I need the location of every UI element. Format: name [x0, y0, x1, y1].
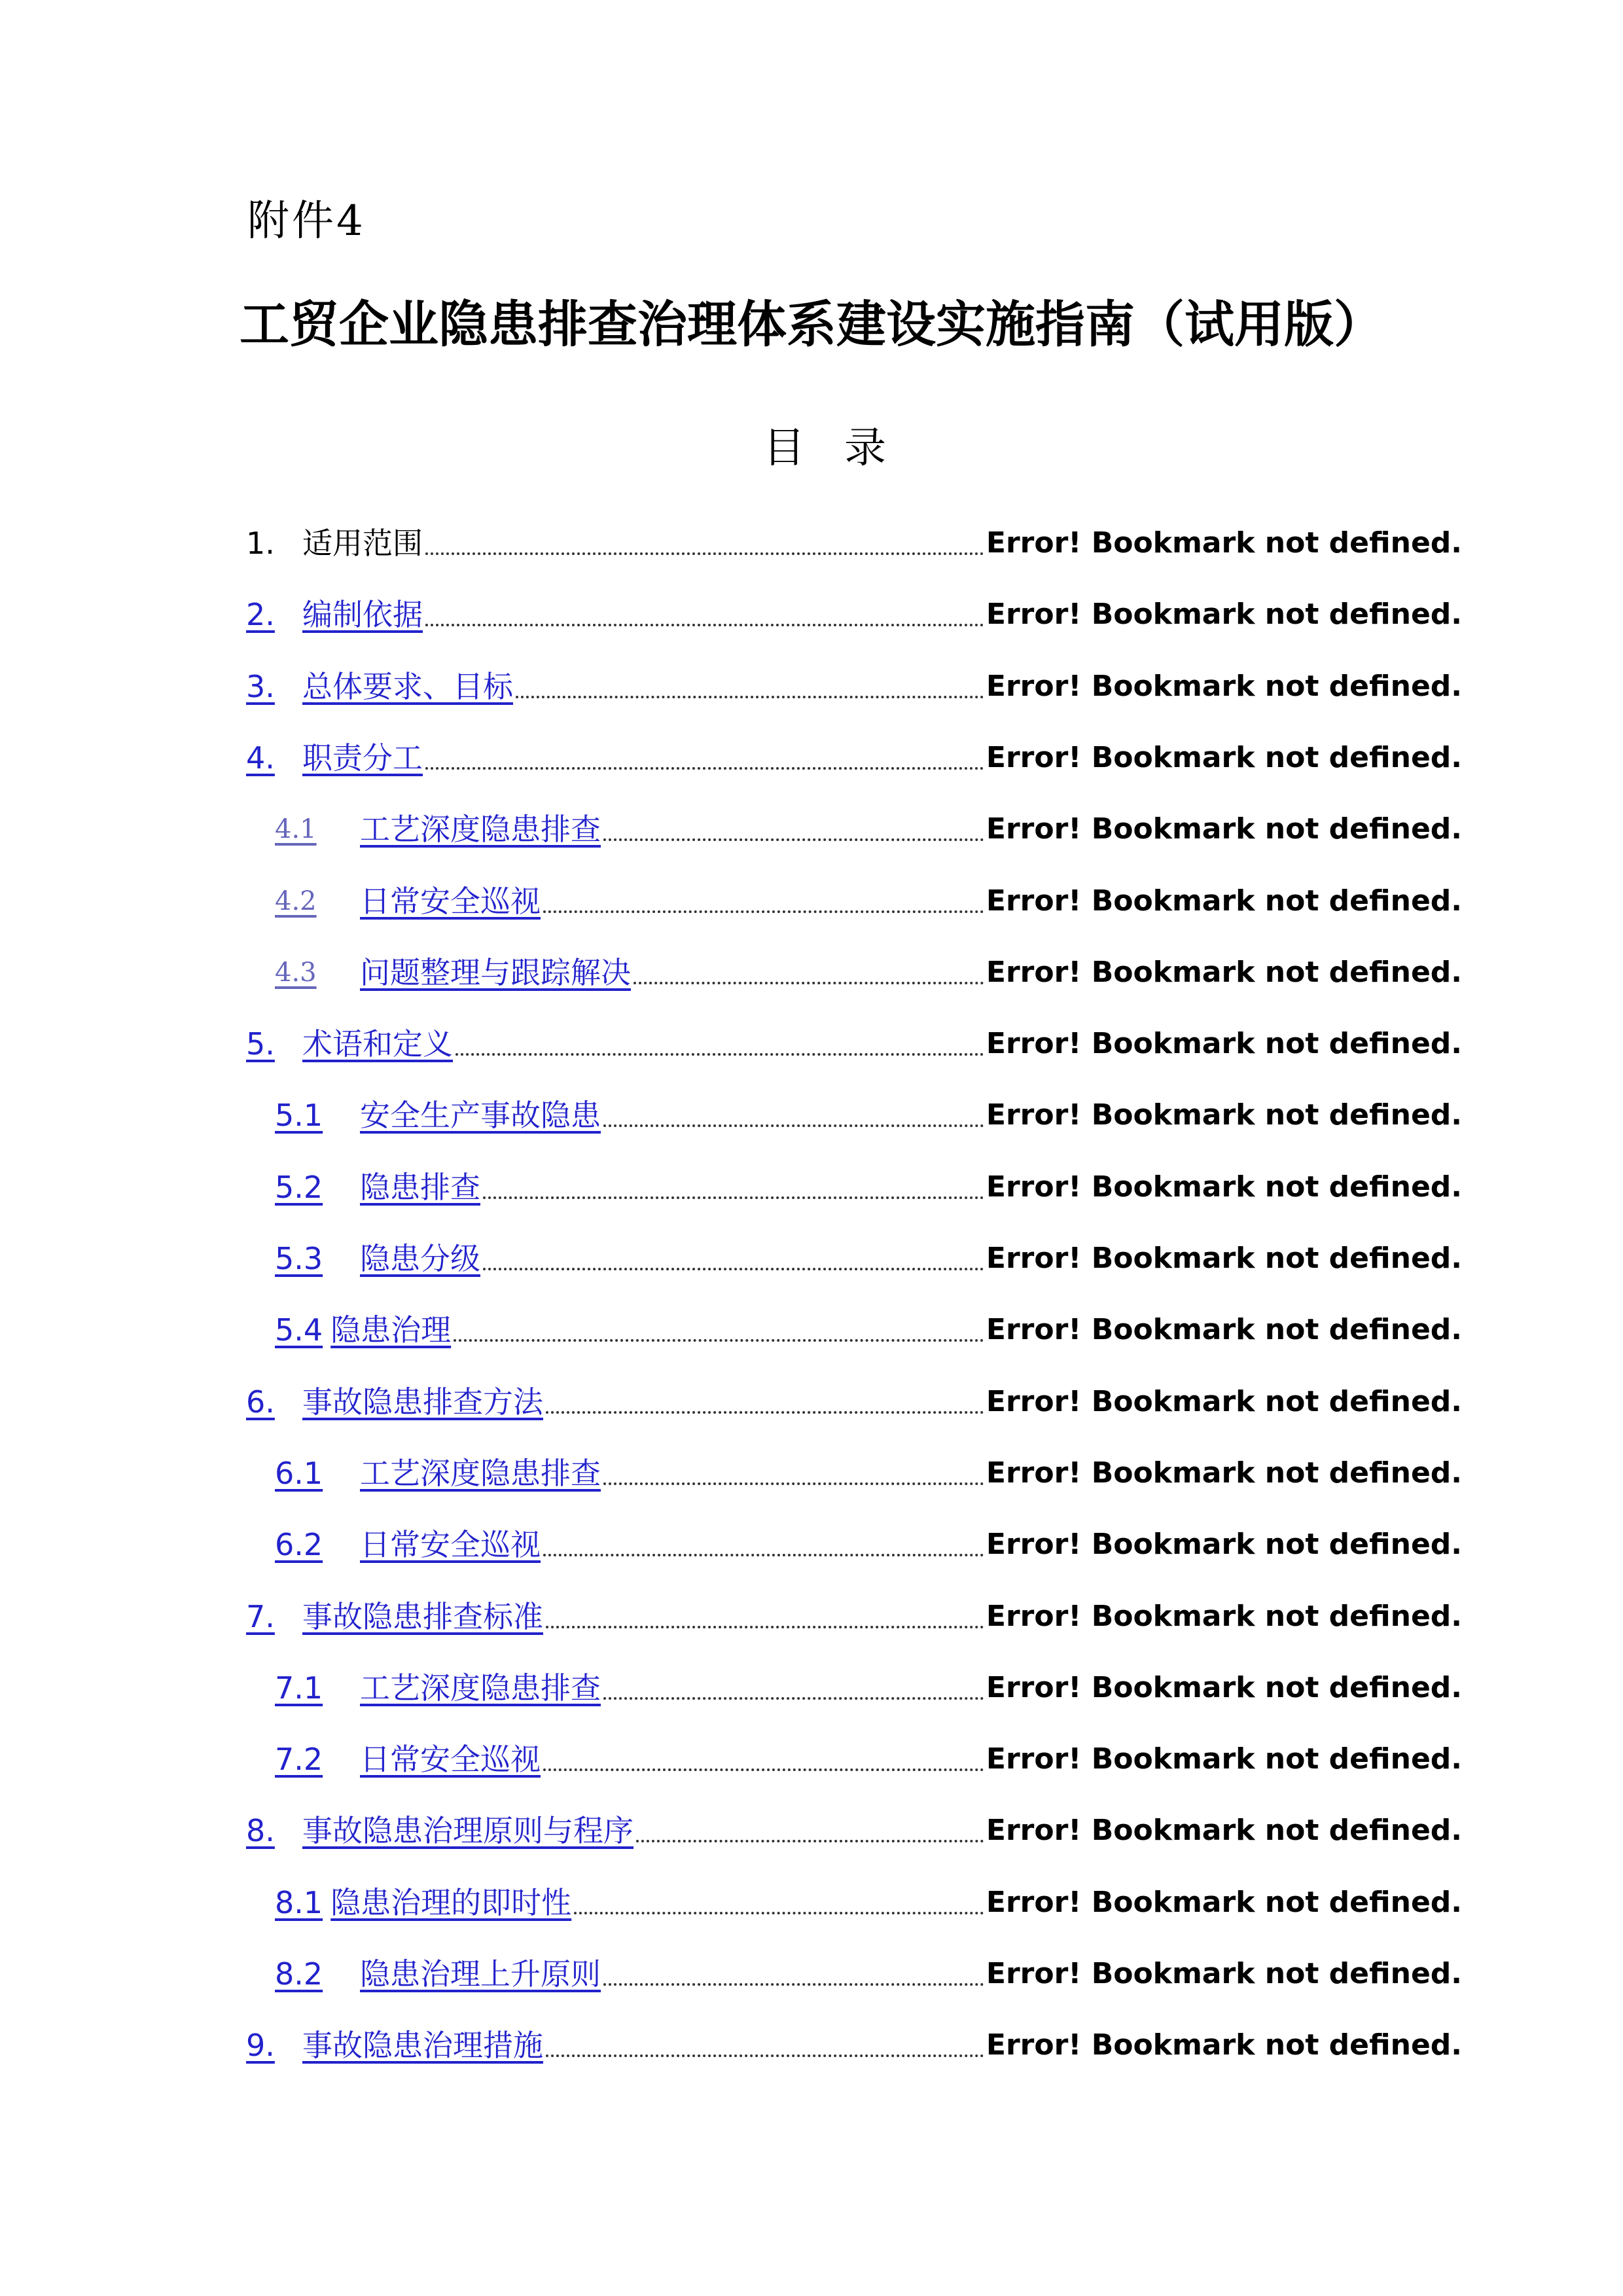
toc-page-reference: Error! Bookmark not defined. [986, 1886, 1462, 1919]
toc-entry-number[interactable]: 6.2 [275, 1527, 323, 1562]
toc-page-reference: Error! Bookmark not defined. [986, 1600, 1462, 1633]
toc-page-reference: Error! Bookmark not defined. [986, 956, 1462, 989]
toc-entry[interactable] [275, 1727, 1462, 1779]
toc-entry-title[interactable]: 工艺深度隐患排查 [360, 1670, 601, 1706]
toc-entry-title[interactable]: 隐患分级 [360, 1241, 480, 1276]
toc-dot-leader [543, 1554, 984, 1556]
toc-entry[interactable] [275, 1083, 1462, 1135]
toc-entry-title[interactable]: 隐患排查 [360, 1170, 480, 1205]
toc-entry-title[interactable]: 事故隐患排查方法 [302, 1384, 543, 1420]
toc-entry-title[interactable]: 隐患治理上升原则 [360, 1956, 601, 1992]
toc-entry-number[interactable]: 9. [246, 2028, 275, 2063]
toc-dot-leader [543, 1768, 984, 1771]
toc-dot-leader [516, 696, 984, 698]
toc-dot-leader [543, 910, 984, 913]
toc-dot-leader [425, 624, 984, 626]
toc-dot-leader [425, 767, 984, 770]
toc-entry-number[interactable]: 3. [246, 669, 275, 704]
toc-page-reference: Error! Bookmark not defined. [986, 884, 1462, 918]
toc-entry-number[interactable]: 6. [246, 1384, 275, 1420]
toc-page-reference: Error! Bookmark not defined. [986, 1671, 1462, 1704]
toc-entry[interactable] [275, 1655, 1462, 1708]
toc-entry-title: 适用范围 [302, 526, 423, 561]
toc-entry[interactable] [275, 1512, 1462, 1564]
toc-dot-leader [483, 1268, 984, 1270]
toc-entry-number[interactable]: 7.1 [275, 1670, 323, 1706]
toc-entry[interactable] [275, 1226, 1462, 1278]
toc-entry[interactable] [275, 1155, 1462, 1207]
toc-entry[interactable] [275, 797, 1462, 849]
toc-entry[interactable] [246, 2013, 1462, 2065]
toc-page-reference: Error! Bookmark not defined. [986, 1242, 1462, 1275]
toc-entry[interactable] [246, 582, 1462, 634]
toc-entry-title[interactable]: 问题整理与跟踪解决 [360, 955, 631, 990]
toc-page-reference: Error! Bookmark not defined. [986, 1313, 1462, 1346]
toc-entry-title[interactable]: 职责分工 [302, 740, 423, 776]
toc-entry-number[interactable]: 7.2 [275, 1742, 323, 1777]
toc-entry-title[interactable]: 日常安全巡视 [360, 884, 541, 919]
toc-dot-leader [574, 1912, 984, 1914]
toc-entry-title[interactable]: 隐患治理 [330, 1312, 452, 1348]
toc-entry[interactable] [246, 1798, 1462, 1850]
toc-entry-number: 1. [246, 526, 275, 561]
toc-page-reference: Error! Bookmark not defined. [986, 598, 1462, 631]
toc-page-reference: Error! Bookmark not defined. [986, 1742, 1462, 1776]
toc-entry-title[interactable]: 日常安全巡视 [360, 1527, 541, 1562]
toc-page-reference: Error! Bookmark not defined. [986, 526, 1462, 560]
toc-dot-leader [483, 1196, 984, 1199]
toc-entry[interactable] [275, 1441, 1462, 1493]
toc-entry[interactable] [246, 725, 1462, 778]
toc-heading: 目录 [763, 424, 925, 473]
toc-entry-number[interactable]: 8.2 [275, 1956, 323, 1992]
toc-entry[interactable] [246, 654, 1462, 706]
toc-dot-leader [603, 838, 984, 841]
toc-entry[interactable] [246, 1584, 1462, 1636]
toc-page-reference: Error! Bookmark not defined. [986, 1385, 1462, 1418]
toc-entry-number[interactable]: 5.2 [275, 1170, 323, 1205]
toc-dot-leader [603, 1124, 984, 1127]
toc-entry-number[interactable]: 4. [246, 740, 275, 776]
toc-dot-leader [633, 982, 984, 984]
toc-entry-title[interactable]: 安全生产事故隐患 [360, 1098, 601, 1133]
toc-page-reference: Error! Bookmark not defined. [986, 1814, 1462, 1847]
toc-dot-leader [603, 1983, 984, 1986]
toc-entry-number[interactable]: 8.1 [275, 1885, 323, 1920]
document-title: 工贸企业隐患排查治理体系建设实施指南（试用版） [240, 295, 1383, 353]
toc-dot-leader [546, 1626, 984, 1628]
toc-page-reference: Error! Bookmark not defined. [986, 1098, 1462, 1132]
toc-entry-title[interactable]: 日常安全巡视 [360, 1742, 541, 1777]
toc-page-reference: Error! Bookmark not defined. [986, 741, 1462, 774]
toc-entry-number[interactable]: 4.1 [275, 814, 317, 844]
toc-entry-number[interactable]: 5. [246, 1026, 275, 1062]
toc-entry[interactable] [275, 940, 1462, 992]
toc-entry-number[interactable]: 7. [246, 1599, 275, 1634]
toc-dot-leader [546, 2054, 984, 2057]
toc-entry[interactable] [275, 1870, 1462, 1922]
toc-entry-number[interactable]: 5.1 [275, 1098, 323, 1133]
toc-entry-title[interactable]: 隐患治理的即时性 [330, 1885, 572, 1920]
toc-dot-leader [455, 1053, 984, 1056]
toc-entry-title[interactable]: 工艺深度隐患排查 [360, 1456, 601, 1491]
toc-entry-number[interactable]: 4.2 [275, 886, 317, 916]
toc-page-reference: Error! Bookmark not defined. [986, 812, 1462, 846]
toc-page-reference: Error! Bookmark not defined. [986, 670, 1462, 703]
toc-entry-title[interactable]: 事故隐患治理原则与程序 [302, 1813, 633, 1848]
toc-page-reference: Error! Bookmark not defined. [986, 2028, 1462, 2062]
toc-entry-number[interactable]: 6.1 [275, 1456, 323, 1491]
toc-page-reference: Error! Bookmark not defined. [986, 1027, 1462, 1060]
toc-dot-leader [603, 1482, 984, 1485]
toc-entry [246, 511, 1462, 563]
toc-entry[interactable] [246, 1369, 1462, 1422]
toc-dot-leader [454, 1339, 984, 1342]
toc-entry-number[interactable]: 5.3 [275, 1241, 323, 1276]
toc-entry-number[interactable]: 2. [246, 597, 275, 632]
toc-entry-number[interactable]: 4.3 [275, 958, 317, 988]
toc-dot-leader [603, 1697, 984, 1700]
toc-entry[interactable] [246, 1011, 1462, 1064]
toc-page-reference: Error! Bookmark not defined. [986, 1957, 1462, 1990]
toc-entry-title[interactable]: 事故隐患排查标准 [302, 1599, 543, 1634]
toc-entry-number[interactable]: 5.4 [275, 1312, 323, 1348]
toc-page-reference: Error! Bookmark not defined. [986, 1456, 1462, 1490]
toc-entry[interactable] [275, 1941, 1462, 1994]
attachment-label: 附件4 [247, 197, 366, 245]
toc-entry-title[interactable]: 总体要求、目标 [302, 669, 513, 704]
toc-entry-title[interactable]: 工艺深度隐患排查 [360, 812, 601, 847]
toc-dot-leader [636, 1840, 984, 1842]
toc-page-reference: Error! Bookmark not defined. [986, 1528, 1462, 1561]
toc-dot-leader [425, 552, 984, 555]
toc-page-reference: Error! Bookmark not defined. [986, 1170, 1462, 1204]
toc-entry-number[interactable]: 8. [246, 1813, 275, 1848]
toc-dot-leader [546, 1411, 984, 1414]
toc-entry-title[interactable]: 术语和定义 [302, 1026, 453, 1062]
toc-entry[interactable] [275, 1297, 1462, 1350]
toc-entry[interactable] [275, 869, 1462, 921]
toc-entry-title[interactable]: 事故隐患治理措施 [302, 2028, 543, 2063]
toc-entry-title[interactable]: 编制依据 [302, 597, 423, 632]
